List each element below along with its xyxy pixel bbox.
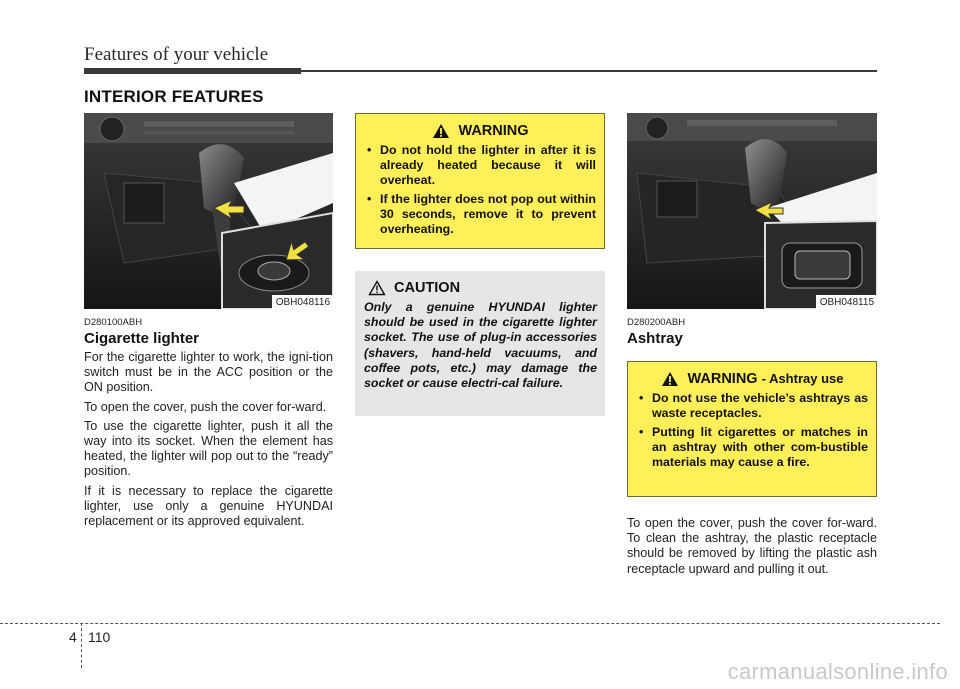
cigarette-lighter-body xyxy=(84,350,333,533)
photo-code: OBH048116 xyxy=(272,295,333,309)
cigarette-lighter-photo xyxy=(84,113,333,309)
chapter-number: 4 xyxy=(69,629,77,645)
subhead-cigarette-lighter: Cigarette lighter xyxy=(84,330,200,347)
caution-header xyxy=(364,280,597,296)
warning-item: • Do not use the vehicle’s ashtrays as waste receptacles. xyxy=(637,391,868,421)
watermark: carmanualsonline.info xyxy=(727,659,948,684)
warning-box-lighter xyxy=(355,113,605,249)
warning-title xyxy=(687,371,843,387)
warning-list xyxy=(637,391,868,470)
doc-code: D280100ABH xyxy=(84,317,143,328)
header-bar xyxy=(84,68,301,74)
caution-box xyxy=(355,271,605,416)
paragraph: To use the cigarette lighter, push it all the way into its socket. When the element has heated, the lighter will pop out to the “ready” position. xyxy=(84,418,333,479)
paragraph: To open the cover, push the cover for-ward. To clean the ashtray, the plastic receptacle should be removed by lifting the plastic ash receptacle upward and pulling it out. xyxy=(627,516,877,576)
section-title: INTERIOR FEATURES xyxy=(84,87,264,106)
warning-triangle-icon xyxy=(432,123,450,139)
footer-rule xyxy=(0,623,940,624)
subhead-ashtray: Ashtray xyxy=(627,330,683,347)
footer-divider xyxy=(81,623,82,668)
warning-item: • Do not hold the lighter in after it is already heated because it will overheat. xyxy=(365,143,596,188)
caution-text: Only a genuine HYUNDAI lighter should be used in the cigarette lighter socket. The use of plug-in accessories (shavers, hand-held vacuums, and coffee pots, etc.) may damage the socket or cause electri-cal failure. xyxy=(364,300,597,391)
caution-title: CAUTION xyxy=(394,280,461,296)
running-head: Features of your vehicle xyxy=(84,44,269,65)
warning-item: • If the lighter does not pop out within 30 seconds, remove it to prevent overheating. xyxy=(365,192,596,237)
paragraph: To open the cover, push the cover for-ward. xyxy=(84,399,327,414)
warning-header xyxy=(365,123,596,139)
warning-title: WARNING xyxy=(458,123,529,139)
page-number: 110 xyxy=(88,629,111,645)
warning-triangle-icon xyxy=(661,371,679,387)
warning-list xyxy=(365,143,596,237)
paragraph: If it is necessary to replace the cigarette lighter, use only a genuine HYUNDAI replacement or its approved equivalent. xyxy=(84,483,333,529)
paragraph: For the cigarette lighter to work, the igni-tion switch must be in the ACC position or the ON position. xyxy=(84,350,333,395)
caution-triangle-icon xyxy=(368,280,386,296)
warning-box-ashtray xyxy=(627,361,877,497)
warning-title-suffix: - Ashtray use xyxy=(761,371,844,386)
warning-item: • Putting lit cigarettes or matches in an ashtray with other com-bustible materials may cause a fire. xyxy=(637,425,868,470)
photo-code: OBH048115 xyxy=(816,295,877,309)
ashtray-photo xyxy=(627,113,877,309)
header-rule xyxy=(301,70,877,72)
warning-header xyxy=(637,371,868,387)
ashtray-body xyxy=(627,516,877,581)
warning-title-text: WARNING xyxy=(687,371,758,387)
doc-code: D280200ABH xyxy=(627,317,686,328)
